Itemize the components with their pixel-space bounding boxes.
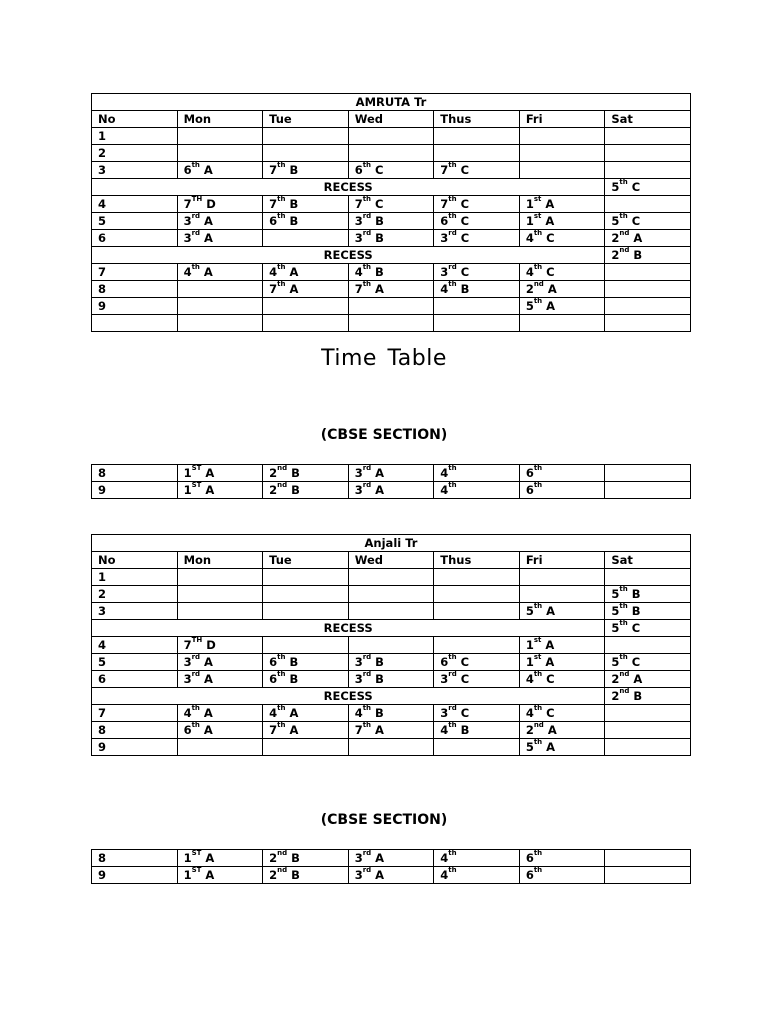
- table-row: [92, 128, 691, 145]
- table-cell: 8: [92, 850, 178, 867]
- table-row: [92, 739, 691, 756]
- table-cell: 7TH D: [177, 196, 263, 213]
- table-cell: [605, 298, 691, 315]
- table-cell: 6th C: [434, 654, 520, 671]
- table-cell: [348, 145, 434, 162]
- table-cell: 5th A: [519, 739, 605, 756]
- header-cell: Thus: [434, 552, 520, 569]
- table-cell: 6th: [519, 465, 605, 482]
- table-cell: 4th: [434, 482, 520, 499]
- table-cell: 5th B: [605, 586, 691, 603]
- table-cell: 1ST A: [177, 465, 263, 482]
- table-row: [92, 264, 691, 281]
- table-cell: [519, 162, 605, 179]
- header-cell: Tue: [263, 552, 349, 569]
- table-cell: 6th C: [434, 213, 520, 230]
- table-row: [92, 196, 691, 213]
- table-cell: 3rd C: [434, 230, 520, 247]
- table-cell: [434, 586, 520, 603]
- table-cell: [519, 128, 605, 145]
- table-cell: [263, 586, 349, 603]
- table-cell: 2nd B: [605, 247, 691, 264]
- table-cell: [519, 586, 605, 603]
- table-cell: 5: [92, 213, 178, 230]
- table-cell: 7th C: [434, 162, 520, 179]
- table-cell: 2nd A: [519, 281, 605, 298]
- table-cell: [177, 603, 263, 620]
- table-cell: [177, 298, 263, 315]
- table-cell: 2nd B: [263, 867, 349, 884]
- table-cell: 9: [92, 867, 178, 884]
- table-cell: 2: [92, 586, 178, 603]
- table-cell: 4th B: [434, 722, 520, 739]
- header-cell: Wed: [348, 111, 434, 128]
- table-cell: [434, 145, 520, 162]
- table-cell: 2nd B: [263, 465, 349, 482]
- table-cell: 5th C: [605, 620, 691, 637]
- table-cell: [605, 315, 691, 332]
- table-cell: 4th B: [348, 264, 434, 281]
- table-cell: [177, 281, 263, 298]
- table-cell: 5th A: [519, 603, 605, 620]
- table-cell: 3: [92, 603, 178, 620]
- header-cell: Sat: [605, 111, 691, 128]
- table-cell: [605, 281, 691, 298]
- table-cell: 4th A: [263, 705, 349, 722]
- table-row: [92, 850, 691, 867]
- table-cell: [263, 230, 349, 247]
- table-cell: 3rd A: [348, 850, 434, 867]
- table-cell: [92, 315, 178, 332]
- table-row: [92, 671, 691, 688]
- table-cell: 6th B: [263, 213, 349, 230]
- table-cell: [263, 315, 349, 332]
- table-cell: 7th C: [348, 196, 434, 213]
- table-cell: 3rd B: [348, 671, 434, 688]
- table-cell: 3rd C: [434, 705, 520, 722]
- table-row: [92, 315, 691, 332]
- table-cell: [177, 586, 263, 603]
- table-cell: 6th B: [263, 654, 349, 671]
- table-cell: [605, 264, 691, 281]
- table-cell: 6th B: [263, 671, 349, 688]
- table-row: [92, 569, 691, 586]
- table-cell: 1st A: [519, 637, 605, 654]
- table-cell: [605, 128, 691, 145]
- table-cell: 4th C: [519, 671, 605, 688]
- table-cell: [348, 569, 434, 586]
- table-cell: 3rd B: [348, 654, 434, 671]
- table-cell: [605, 145, 691, 162]
- table-cell: 6th: [519, 850, 605, 867]
- header-cell: No: [92, 552, 178, 569]
- recess-row: [92, 620, 691, 637]
- table-cell: 4th C: [519, 705, 605, 722]
- table-cell: 6th A: [177, 162, 263, 179]
- table-cell: 4th: [434, 850, 520, 867]
- table-cell: 3rd C: [434, 671, 520, 688]
- header-cell: Mon: [177, 111, 263, 128]
- table-cell: 9: [92, 482, 178, 499]
- header-cell: Mon: [177, 552, 263, 569]
- table-cell: 2nd A: [605, 671, 691, 688]
- recess-label: RECESS: [92, 688, 605, 705]
- table-cell: [605, 850, 691, 867]
- table-cell: 4th A: [177, 264, 263, 281]
- table-cell: 7TH D: [177, 637, 263, 654]
- table-cell: 2nd B: [263, 482, 349, 499]
- header-cell: Fri: [519, 552, 605, 569]
- table-cell: [605, 162, 691, 179]
- table-row: [92, 281, 691, 298]
- table-cell: [177, 739, 263, 756]
- table-cell: 7th A: [263, 281, 349, 298]
- table-title-row: [92, 94, 691, 111]
- table-row: [92, 586, 691, 603]
- table-row: [92, 867, 691, 884]
- amruta-timetable: [91, 93, 691, 332]
- table-cell: 4th C: [519, 264, 605, 281]
- recess-label: RECESS: [92, 179, 605, 196]
- header-row: [92, 552, 691, 569]
- table-cell: [434, 739, 520, 756]
- table-cell: [348, 637, 434, 654]
- table-row: [92, 603, 691, 620]
- table-cell: [605, 722, 691, 739]
- table-cell: [605, 705, 691, 722]
- recess-label: RECESS: [92, 247, 605, 264]
- cbse-section-title-1: (CBSE SECTION): [320, 427, 448, 443]
- table-cell: [263, 128, 349, 145]
- table-cell: 5: [92, 654, 178, 671]
- table-cell: 8: [92, 465, 178, 482]
- table-row: [92, 722, 691, 739]
- table-cell: 3rd B: [348, 213, 434, 230]
- table-cell: 7: [92, 705, 178, 722]
- header-row: [92, 111, 691, 128]
- table-cell: [434, 128, 520, 145]
- table-cell: 3rd C: [434, 264, 520, 281]
- table-row: [92, 162, 691, 179]
- table-cell: [605, 867, 691, 884]
- header-cell: No: [92, 111, 178, 128]
- table-cell: [348, 298, 434, 315]
- table-cell: 2: [92, 145, 178, 162]
- table-cell: [348, 603, 434, 620]
- recess-label: RECESS: [92, 620, 605, 637]
- table-cell: 3rd A: [348, 482, 434, 499]
- table-cell: [177, 128, 263, 145]
- recess-row: [92, 179, 691, 196]
- table-cell: 8: [92, 281, 178, 298]
- table-row: [92, 482, 691, 499]
- table-cell: [605, 739, 691, 756]
- table-cell: 8: [92, 722, 178, 739]
- table-cell: 5th A: [519, 298, 605, 315]
- table-cell: 4th: [434, 465, 520, 482]
- table-cell: 7th A: [348, 281, 434, 298]
- table-cell: [348, 586, 434, 603]
- table-cell: [263, 569, 349, 586]
- table-cell: 6th C: [348, 162, 434, 179]
- table-cell: 7th B: [263, 196, 349, 213]
- table-cell: 4: [92, 637, 178, 654]
- table-title: AMRUTA Tr: [92, 94, 691, 111]
- table-cell: 4th C: [519, 230, 605, 247]
- table-cell: [519, 569, 605, 586]
- table-title-row: [92, 535, 691, 552]
- table-cell: 6: [92, 230, 178, 247]
- header-cell: Wed: [348, 552, 434, 569]
- header-cell: Thus: [434, 111, 520, 128]
- table-cell: 4th A: [177, 705, 263, 722]
- table-cell: 6: [92, 671, 178, 688]
- table-row: [92, 637, 691, 654]
- table-cell: 2nd A: [519, 722, 605, 739]
- table-cell: 6th A: [177, 722, 263, 739]
- table-cell: 3rd B: [348, 230, 434, 247]
- table-cell: 9: [92, 298, 178, 315]
- table-cell: [348, 739, 434, 756]
- table-cell: 5th C: [605, 179, 691, 196]
- table-cell: 6th: [519, 867, 605, 884]
- table-cell: 1: [92, 569, 178, 586]
- table-cell: 5th C: [605, 213, 691, 230]
- table-cell: 5th B: [605, 603, 691, 620]
- header-cell: Fri: [519, 111, 605, 128]
- table-row: [92, 705, 691, 722]
- cbse-section-table-1: [91, 464, 691, 499]
- table-cell: [605, 196, 691, 213]
- table-cell: [177, 315, 263, 332]
- recess-row: [92, 247, 691, 264]
- header-cell: Tue: [263, 111, 349, 128]
- table-row: [92, 465, 691, 482]
- table-cell: [263, 739, 349, 756]
- table-cell: 1st A: [519, 654, 605, 671]
- table-cell: 9: [92, 739, 178, 756]
- table-cell: 3rd A: [177, 654, 263, 671]
- table-cell: 1ST A: [177, 867, 263, 884]
- table-cell: 2nd B: [605, 688, 691, 705]
- table-cell: 2nd B: [263, 850, 349, 867]
- table-cell: 1ST A: [177, 482, 263, 499]
- table-cell: 7th B: [263, 162, 349, 179]
- cbse-section-title-2: (CBSE SECTION): [320, 812, 448, 828]
- table-cell: [519, 315, 605, 332]
- table-cell: 4th B: [434, 281, 520, 298]
- table-row: [92, 298, 691, 315]
- table-cell: 7th A: [263, 722, 349, 739]
- recess-row: [92, 688, 691, 705]
- table-cell: 4th A: [263, 264, 349, 281]
- table-cell: 3rd A: [177, 230, 263, 247]
- table-cell: [605, 482, 691, 499]
- table-cell: 7th C: [434, 196, 520, 213]
- table-row: [92, 213, 691, 230]
- table-cell: 1: [92, 128, 178, 145]
- anjali-timetable: [91, 534, 691, 756]
- table-cell: [263, 637, 349, 654]
- table-cell: 6th: [519, 482, 605, 499]
- table-cell: 4th B: [348, 705, 434, 722]
- table-cell: 1st A: [519, 196, 605, 213]
- table-row: [92, 145, 691, 162]
- table-cell: [348, 128, 434, 145]
- table-cell: 2nd A: [605, 230, 691, 247]
- table-cell: 1ST A: [177, 850, 263, 867]
- table-cell: 4th: [434, 867, 520, 884]
- table-cell: [434, 637, 520, 654]
- cbse-section-table-2: [91, 849, 691, 884]
- table-cell: 3rd A: [348, 465, 434, 482]
- table-cell: [348, 315, 434, 332]
- table-cell: [263, 145, 349, 162]
- table-cell: [263, 298, 349, 315]
- table-cell: 7th A: [348, 722, 434, 739]
- table-cell: 1st A: [519, 213, 605, 230]
- table-cell: [177, 145, 263, 162]
- table-cell: [434, 315, 520, 332]
- table-cell: 3rd A: [348, 867, 434, 884]
- table-cell: [434, 298, 520, 315]
- table-row: [92, 230, 691, 247]
- table-cell: [605, 637, 691, 654]
- table-cell: 7: [92, 264, 178, 281]
- table-cell: [177, 569, 263, 586]
- table-cell: 5th C: [605, 654, 691, 671]
- table-cell: 4: [92, 196, 178, 213]
- table-cell: [434, 603, 520, 620]
- page-title: Time Table: [321, 346, 447, 371]
- table-cell: 3rd A: [177, 213, 263, 230]
- table-cell: 3rd A: [177, 671, 263, 688]
- header-cell: Sat: [605, 552, 691, 569]
- table-row: [92, 654, 691, 671]
- table-title: Anjali Tr: [92, 535, 691, 552]
- table-cell: [605, 465, 691, 482]
- table-cell: [519, 145, 605, 162]
- table-cell: 3: [92, 162, 178, 179]
- table-cell: [263, 603, 349, 620]
- table-cell: [434, 569, 520, 586]
- table-cell: [605, 569, 691, 586]
